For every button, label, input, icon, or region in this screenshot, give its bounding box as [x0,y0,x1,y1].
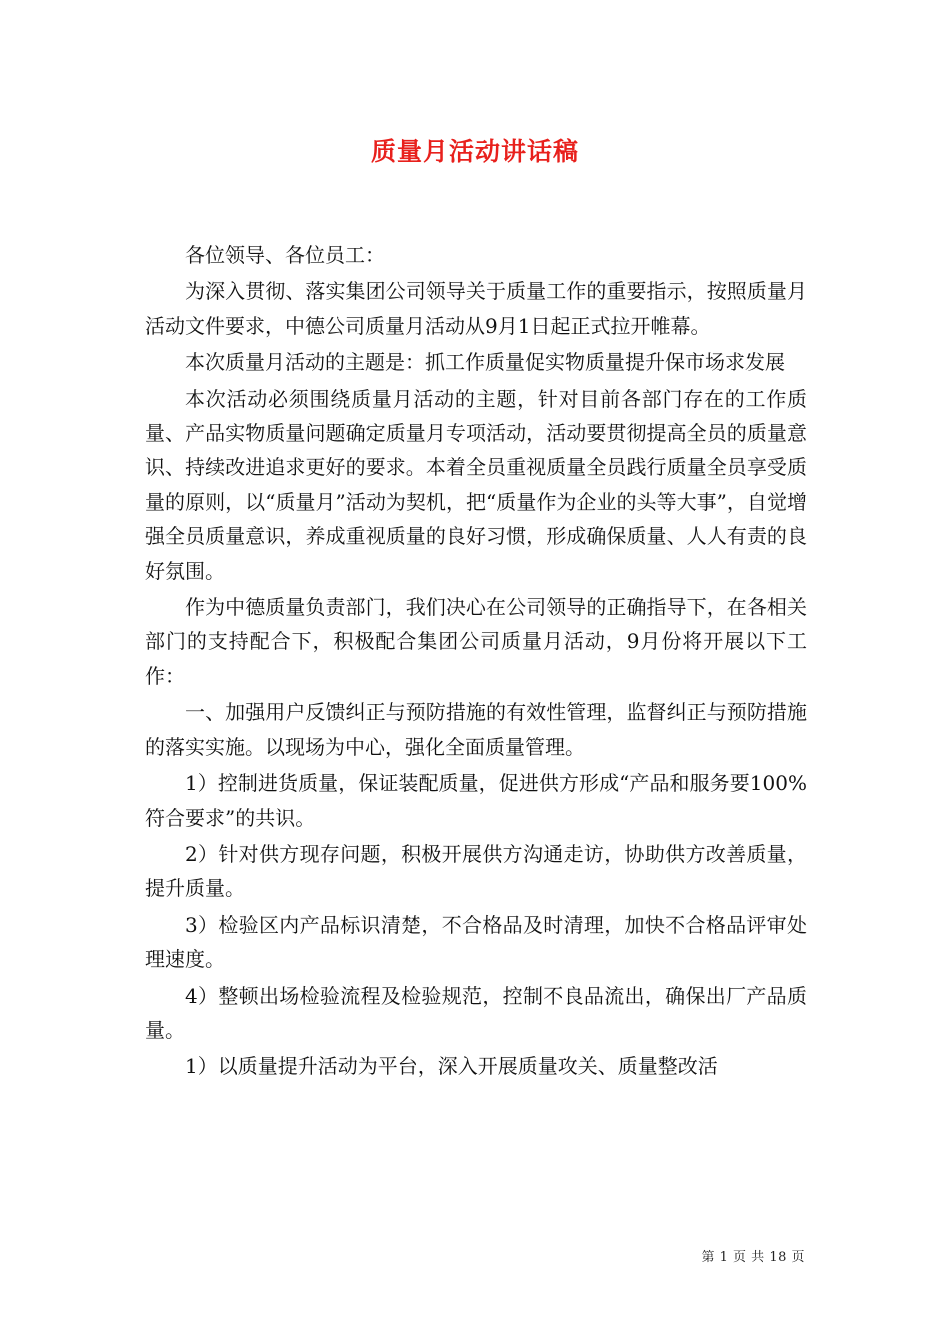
paragraph: 为深入贯彻、落实集团公司领导关于质量工作的重要指示，按照质量月活动文件要求，中德公司质量月活动从9月1日起正式拉开帷幕。 [145,279,807,338]
paragraph: 一、加强用户反馈纠正与预防措施的有效性管理，监督纠正与预防措施的落实实施。以现场为中心，强化全面质量管理。 [145,700,807,759]
paragraph: 本次质量月活动的主题是：抓工作质量促实物质量提升保市场求发展 [185,350,785,375]
paragraph: 作为中德质量负责部门，我们决心在公司领导的正确指导下，在各相关部门的支持配合下，积极配合集团公司质量月活动，9月份将开展以下工作： [145,595,807,688]
paragraph: 4）整顿出场检验流程及检验规范，控制不良品流出，确保出厂产品质量。 [145,983,807,1042]
document-title: 质量月活动讲话稿 [370,137,579,166]
paragraph: 1）控制进货质量，保证装配质量，促进供方形成“产品和服务要100%符合要求”的共识。 [145,771,807,830]
page-number: 第 1 页 共 18 页 [701,1250,805,1265]
paragraph: 本次活动必须围绕质量月活动的主题，针对目前各部门存在的工作质量、产品实物质量问题确定质量月专项活动，活动要贯彻提高全员的质量意识、持续改进追求更好的要求。本着全员重视质量全员践行质量全员享受质量的原则，以“质量月”活动为契机，把“质量作为企业的头等大事”，自觉增强全员质量意识，养成重视质量的良好习惯，形成确保质量、人人有责的良好氛围。 [145,386,807,583]
paragraph: 2）针对供方现存问题，积极开展供方沟通走访，协助供方改善质量，提升质量。 [145,841,807,901]
document-body [145,238,807,1086]
salutation: 各位领导、各位员工： [185,243,385,267]
paragraph: 3）检验区内产品标识清楚，不合格品及时清理，加快不合格品评审处理速度。 [145,912,807,972]
paragraph: 1）以质量提升活动为平台，深入开展质量攻关、质量整改活 [185,1054,718,1079]
